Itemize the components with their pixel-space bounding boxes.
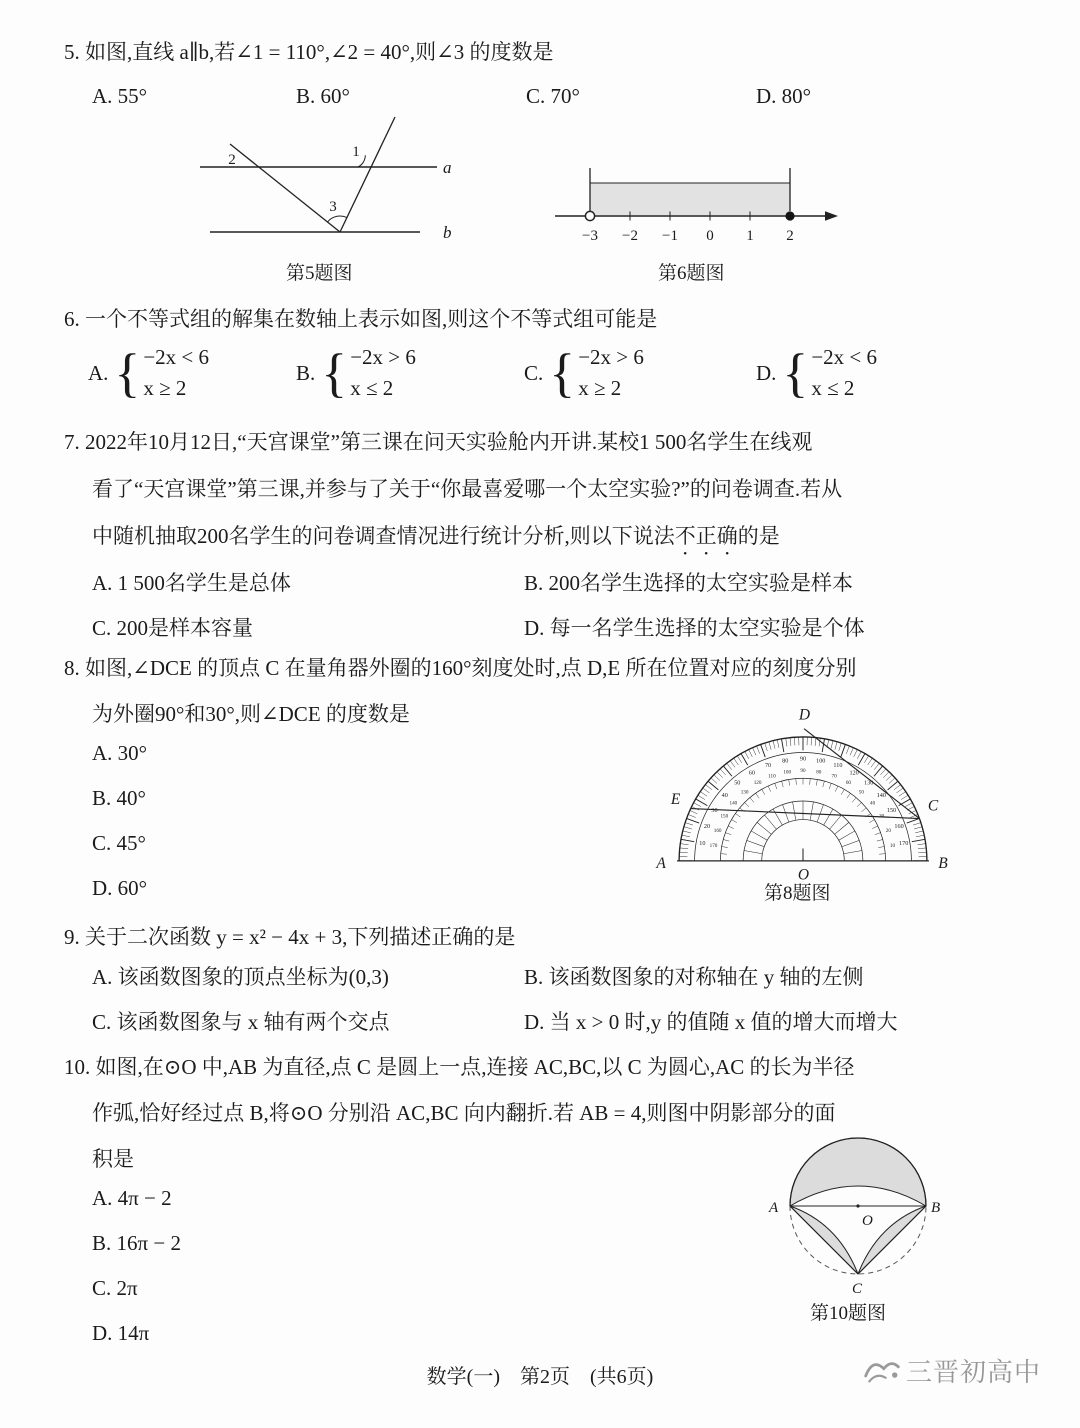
svg-text:50: 50 — [734, 779, 741, 787]
svg-text:160: 160 — [894, 822, 904, 830]
q10-stem-line3: 积是 — [92, 1147, 134, 1171]
q7-stem-emphasis: 不正确 — [674, 524, 738, 548]
q10-stem-line2: 作弧,恰好经过点 B,将⊙O 分别沿 AC,BC 向内翻折.若 AB = 4,则图中阴影部分的面 — [92, 1101, 836, 1125]
svg-text:90: 90 — [799, 755, 807, 763]
q5-option-c: C. 70° — [526, 84, 580, 108]
svg-text:110: 110 — [833, 761, 843, 769]
svg-text:150: 150 — [720, 813, 729, 820]
svg-text:140: 140 — [876, 792, 886, 800]
q5-angle1-label: 1 — [352, 144, 360, 160]
svg-text:40: 40 — [721, 792, 728, 800]
svg-text:160: 160 — [713, 827, 722, 834]
svg-text:110: 110 — [768, 773, 776, 780]
q6-tick-neg2: −2 — [622, 228, 638, 244]
q6-stem: 6. 一个不等式组的解集在数轴上表示如图,则这个不等式组可能是 — [64, 307, 658, 331]
q7-stem-line3 — [92, 520, 780, 560]
q8-point-A-label: A — [656, 855, 666, 873]
q10-point-O-label: O — [862, 1213, 873, 1229]
q5-option-d: D. 80° — [756, 84, 812, 108]
svg-text:20: 20 — [885, 827, 891, 834]
q8-point-D-label: D — [798, 706, 811, 724]
q9-option-b: B. 该函数图象的对称轴在 y 轴的左侧 — [524, 965, 864, 989]
q6-option-d-label: D. — [756, 360, 777, 385]
q5-figure-caption: 第5题图 — [286, 263, 353, 284]
brace-glyph: { — [321, 343, 348, 403]
q6-option-d-line2: x ≤ 2 — [811, 376, 855, 400]
svg-text:60: 60 — [748, 769, 755, 777]
watermark-bird-icon — [862, 1354, 902, 1387]
q10-option-a: A. 4π − 2 — [92, 1186, 172, 1210]
q8-option-d: D. 60° — [92, 876, 148, 900]
brace-glyph: { — [549, 343, 576, 403]
q6-option-a-label: A. — [88, 360, 109, 385]
q8-point-C-label: C — [927, 797, 939, 815]
svg-text:100: 100 — [816, 757, 826, 765]
q5-option-b: B. 60° — [296, 84, 350, 108]
svg-text:40: 40 — [870, 800, 876, 807]
svg-text:80: 80 — [782, 757, 789, 765]
q7-stem-line2: 看了“天宫课堂”第三课,并参与了关于“你最喜爱哪一个太空实验?”的问卷调查.若从 — [92, 477, 843, 501]
svg-text:10: 10 — [889, 843, 896, 850]
q5-stem: 5. 如图,直线 a∥b,若∠1 = 110°,∠2 = 40°,则∠3 的度数是 — [64, 40, 554, 64]
q6-tick-1: 1 — [746, 228, 754, 244]
q10-stem-line1: 10. 如图,在⊙O 中,AB 为直径,点 C 是圆上一点,连接 AC,BC,以 C 为圆心,AC 的长为半径 — [64, 1055, 855, 1079]
q6-option-d-line1: −2x < 6 — [811, 345, 878, 369]
q7-stem-line3-pre: 中随机抽取200名学生的问卷调查情况进行统计分析,则以下说法 — [92, 524, 675, 548]
svg-text:140: 140 — [729, 800, 738, 807]
q10-figure-caption: 第10题图 — [810, 1303, 887, 1324]
q7-stem-line1: 7. 2022年10月12日,“天宫课堂”第三课在问天实验舱内开讲.某校1 500名学生在线观 — [64, 430, 813, 454]
q5-parallel-lines-figure — [175, 112, 475, 262]
svg-text:120: 120 — [753, 780, 762, 787]
q9-stem: 9. 关于二次函数 y = x² − 4x + 3,下列描述正确的是 — [64, 925, 516, 949]
q5-line-a-label: a — [443, 158, 452, 177]
q6-tick-neg1: −1 — [662, 228, 678, 244]
q6-option-b-line1: −2x > 6 — [350, 345, 416, 369]
svg-text:150: 150 — [886, 806, 897, 814]
q5-angle2-label: 2 — [228, 152, 236, 168]
q8-option-a: A. 30° — [92, 741, 148, 765]
svg-text:100: 100 — [783, 769, 792, 776]
q9-option-a: A. 该函数图象的顶点坐标为(0,3) — [92, 965, 389, 989]
q6-option-c-label: C. — [524, 360, 544, 385]
q6-option-a-line2: x ≥ 2 — [143, 376, 187, 400]
q6-option-c-line1: −2x > 6 — [578, 345, 644, 369]
q8-point-E-label: E — [670, 791, 681, 809]
svg-text:90: 90 — [800, 768, 806, 775]
q6-option-d — [756, 342, 877, 404]
q8-point-O-label: O — [797, 866, 810, 884]
q10-option-d: D. 14π — [92, 1321, 150, 1345]
q8-stem-line2: 为外圈90°和30°,则∠DCE 的度数是 — [92, 702, 410, 726]
q6-option-c-line2: x ≥ 2 — [578, 376, 622, 400]
q10-circle-figure — [763, 1128, 953, 1313]
q7-option-c: C. 200是样本容量 — [92, 616, 254, 640]
watermark — [862, 1352, 1041, 1389]
q5-option-a: A. 55° — [92, 84, 148, 108]
svg-text:20: 20 — [703, 822, 711, 830]
watermark-text: 三晋初高中 — [906, 1358, 1042, 1387]
q10-point-A-label: A — [769, 1200, 779, 1216]
q7-option-d: D. 每一名学生选择的太空实验是个体 — [524, 616, 865, 640]
q6-option-a — [88, 342, 209, 404]
svg-text:170: 170 — [709, 843, 718, 850]
q8-stem-line1: 8. 如图,∠DCE 的顶点 C 在量角器外圈的160°刻度处时,点 D,E 所在位置对应的刻度分别 — [64, 656, 857, 680]
q10-point-B-label: B — [931, 1200, 941, 1216]
q6-option-a-line1: −2x < 6 — [143, 345, 210, 369]
svg-text:130: 130 — [864, 779, 874, 787]
q9-option-c: C. 该函数图象与 x 轴有两个交点 — [92, 1010, 390, 1034]
q6-tick-neg3: −3 — [582, 228, 598, 244]
q6-number-line-figure — [545, 156, 845, 268]
q7-option-a: A. 1 500名学生是总体 — [92, 571, 291, 595]
q6-tick-0: 0 — [706, 228, 714, 244]
brace-glyph: { — [114, 343, 141, 403]
svg-text:70: 70 — [764, 761, 772, 769]
q9-option-d: D. 当 x > 0 时,y 的值随 x 值的增大而增大 — [524, 1010, 898, 1034]
q10-point-C-label: C — [852, 1281, 863, 1297]
q8-protractor-figure — [648, 706, 958, 897]
q10-option-c: C. 2π — [92, 1276, 138, 1300]
q8-option-c: C. 45° — [92, 831, 146, 855]
q5-line-b-label: b — [443, 223, 452, 242]
q5-angle3-label: 3 — [329, 199, 337, 215]
q8-option-b: B. 40° — [92, 786, 146, 810]
q10-option-b: B. 16π − 2 — [92, 1231, 181, 1255]
q6-option-b-label: B. — [296, 360, 316, 385]
q7-stem-line3-post: 的是 — [737, 524, 780, 548]
q8-point-B-label: B — [938, 855, 948, 873]
svg-text:80: 80 — [816, 769, 822, 776]
svg-text:130: 130 — [740, 789, 749, 796]
q6-option-b-line2: x ≤ 2 — [350, 376, 394, 400]
svg-text:170: 170 — [899, 840, 909, 848]
q8-figure-caption: 第8题图 — [764, 883, 831, 904]
q6-figure-caption: 第6题图 — [658, 263, 725, 284]
svg-text:70: 70 — [831, 773, 837, 780]
svg-text:60: 60 — [845, 780, 852, 787]
q7-option-b: B. 200名学生选择的太空实验是样本 — [524, 571, 854, 595]
q6-option-b — [296, 342, 416, 404]
q6-tick-2: 2 — [786, 228, 794, 244]
brace-glyph: { — [782, 343, 809, 403]
q6-option-c — [524, 342, 644, 404]
svg-text:50: 50 — [858, 789, 864, 796]
protractor-tick-marks — [679, 737, 927, 861]
page-footer: 数学(一) 第2页 (共6页) — [426, 1366, 654, 1388]
svg-text:120: 120 — [849, 769, 859, 777]
svg-text:10: 10 — [699, 840, 706, 848]
svg-text:30: 30 — [711, 806, 718, 814]
